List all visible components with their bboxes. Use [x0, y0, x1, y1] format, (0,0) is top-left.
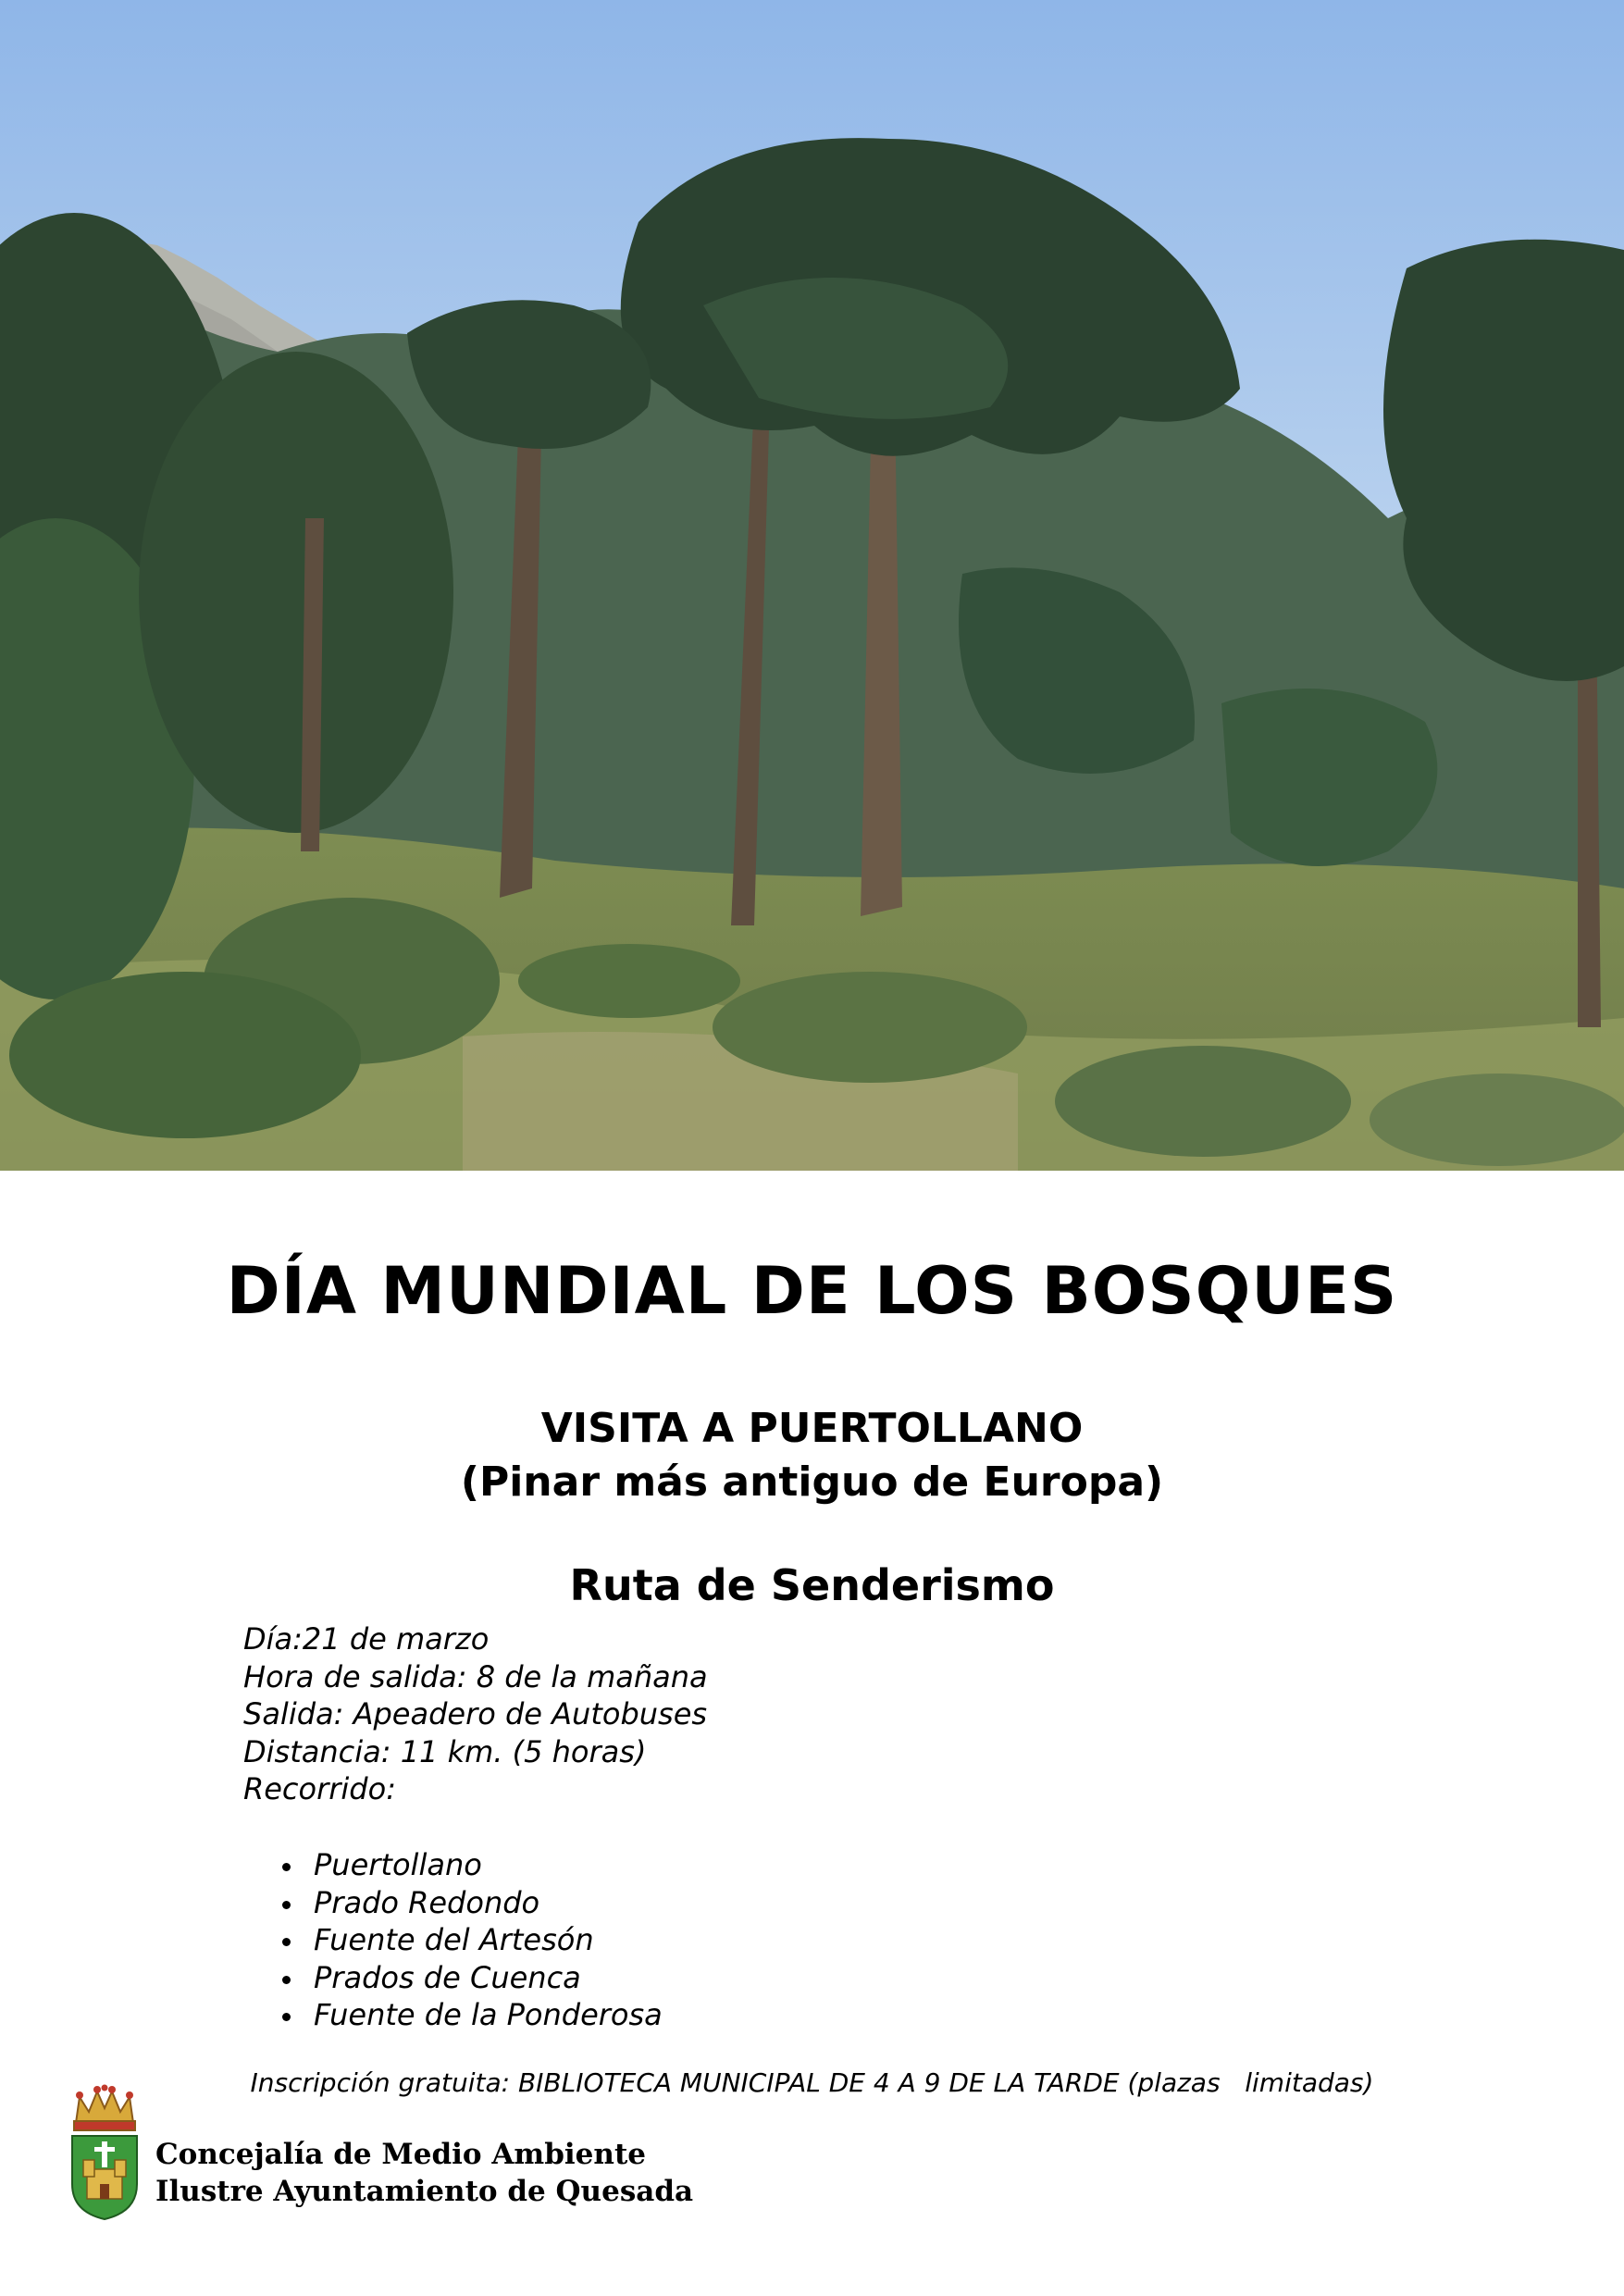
route-details [243, 1620, 708, 1808]
route-stops-list [243, 1846, 663, 2034]
organizer-line-2: Ilustre Ayuntamiento de Quesada [155, 2175, 694, 2208]
detail-departure-time: Hora de salida: 8 de la mañana [243, 1658, 708, 1694]
subtitle-line-2: (Pinar más antiguo de Europa) [460, 1458, 1164, 1506]
list-item [243, 1884, 663, 1922]
detail-distance: Distancia: 11 km. (5 horas) [243, 1733, 647, 1769]
list-item [243, 1996, 663, 2034]
list-item [243, 1959, 663, 1997]
organizer-block [155, 2136, 693, 2210]
detail-departure-point: Salida: Apeadero de Autobuses [243, 1696, 708, 1731]
stop-label: Prado Redondo [314, 1884, 540, 1920]
stop-label: Puertollano [314, 1847, 482, 1882]
route-title: Ruta de Senderismo [569, 1560, 1055, 1610]
detail-route-label: Recorrido: [243, 1771, 396, 1806]
subtitle-line-1: VISITA A PUERTOLLANO [540, 1405, 1084, 1452]
list-item [243, 1921, 663, 1959]
stop-label: Fuente del Artesón [314, 1922, 594, 1957]
bullet-icon [282, 1976, 291, 1984]
list-item [243, 1846, 663, 1884]
stop-label: Prados de Cuenca [314, 1959, 581, 1995]
bullet-icon [282, 1901, 291, 1909]
detail-date: Día:21 de marzo [243, 1621, 490, 1657]
page-title: DÍA MUNDIAL DE LOS BOSQUES [226, 1253, 1398, 1329]
registration-note: Inscripción gratuita: BIBLIOTECA MUNICIPAL DE 4 A 9 DE LA TARDE (plazas limitadas) [250, 2067, 1374, 2098]
stop-label: Fuente de la Ponderosa [314, 1997, 663, 2032]
bullet-icon [282, 1938, 291, 1946]
visit-subtitle [0, 1402, 1624, 1509]
coat-of-arms-icon [67, 2084, 143, 2221]
bullet-icon [282, 2013, 291, 2021]
organizer-line-1: Concejalía de Medio Ambiente [155, 2138, 646, 2171]
bullet-icon [282, 1863, 291, 1871]
